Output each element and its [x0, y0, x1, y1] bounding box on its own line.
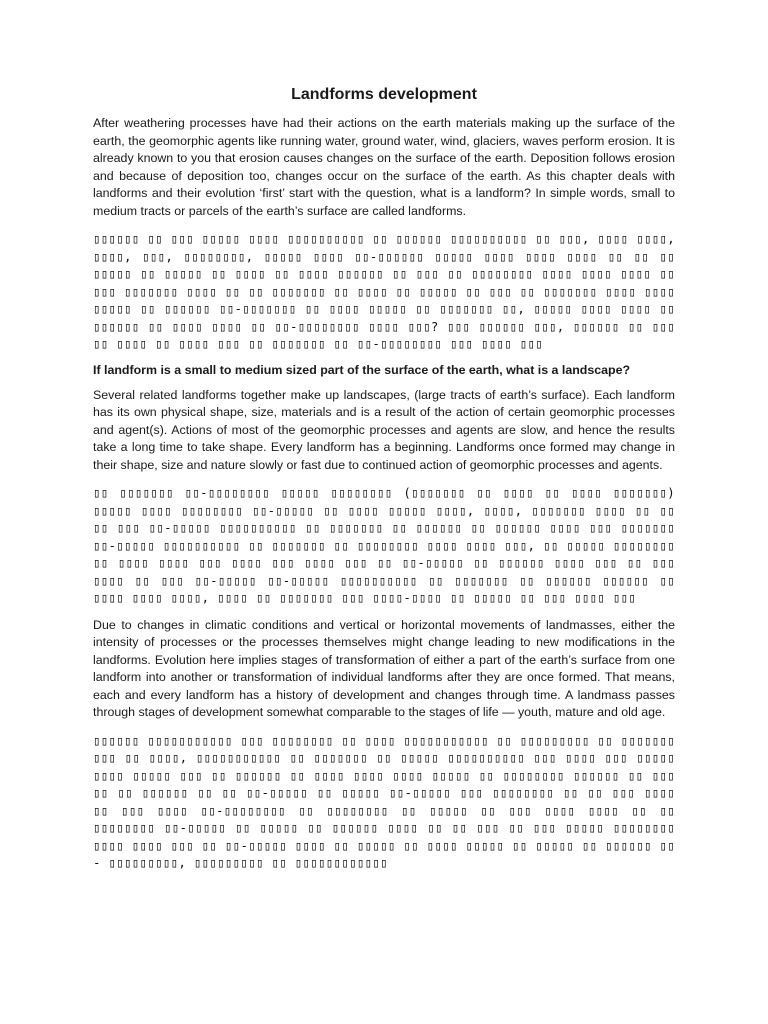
paragraph-english-1: After weathering processes have had their actions on the earth materials making up the surface of the earth, the geomorphic agents like running water, ground water, wind, glaciers, waves perform erosion. It is already known to you that erosion causes changes on the surface of the earth. Deposition follows erosion and because of deposition too, changes occur on the surface of the earth. As this chapter deals with landforms and their evolution ‘first’ start with the question, what is a landform? In simple words, small to medium tracts or parcels of the earth’s surface are called landforms. — [93, 116, 675, 218]
paragraph-english-3: Due to changes in climatic conditions and vertical or horizontal movements of landmasses, either the intensity of processes or the processes themselves might change leading to new modifications in the landforms. Evolution here implies stages of transformation of either a part of the earth’s surface from one landform into another or transformation of individual landforms after they are once formed. That means, each and every landform has a history of development and changes through time. A landmass passes through stages of development somewhat comparable to the stages of life — youth, mature and old age. — [93, 617, 675, 719]
paragraph-unrendered-1: ▯▯▯▯▯▯ ▯▯ ▯▯▯ ▯▯▯▯▯ ▯▯▯▯ ▯▯▯▯▯▯▯▯▯▯ ▯▯ ▯▯▯▯▯▯ ▯▯▯▯▯▯▯▯▯▯ ▯▯ ▯▯▯, ▯▯▯▯ ▯▯▯▯, ▯▯▯▯, ▯▯▯, ▯▯▯▯▯▯▯▯, ▯▯▯▯▯ ▯▯▯▯ ▯▯-▯▯▯▯▯▯ ▯▯▯▯▯ ▯▯▯▯ ▯▯▯▯ ▯▯▯▯ ▯▯ ▯▯ ▯▯ ▯▯▯▯▯ ▯▯ ▯▯▯▯▯ ▯▯ ▯▯▯▯ ▯▯ ▯▯▯▯ ▯▯▯▯▯▯ ▯▯ ▯▯▯ ▯▯ ▯▯▯▯▯▯▯▯ ▯▯▯▯ ▯▯▯▯ ▯▯▯▯ ▯▯ ▯▯▯ ▯▯▯▯▯▯▯ ▯▯▯▯ ▯▯ ▯▯ ▯▯▯▯▯▯▯ ▯▯ ▯▯▯▯ ▯▯ ▯▯▯▯▯ ▯▯ ▯▯▯ ▯▯ ▯▯▯▯▯▯▯ ▯▯▯▯ ▯▯▯▯ ▯▯▯▯▯ ▯▯ ▯▯▯▯▯▯ ▯▯-▯▯▯▯▯▯▯ ▯▯ ▯▯▯▯ ▯▯▯▯▯ ▯▯ ▯▯▯▯▯▯▯ ▯▯, ▯▯▯▯▯ ▯▯▯▯ ▯▯▯▯ ▯▯ ▯▯▯▯▯▯ ▯▯ ▯▯▯▯ ▯▯▯▯ ▯▯ ▯▯-▯▯▯▯▯▯▯▯ ▯▯▯▯ ▯▯▯? ▯▯▯ ▯▯▯▯▯▯ ▯▯▯, ▯▯▯▯▯▯ ▯▯ ▯▯▯ ▯▯ ▯▯▯▯ ▯▯ ▯▯▯▯ ▯▯▯ ▯▯ ▯▯▯▯▯▯▯ ▯▯ ▯▯-▯▯▯▯▯▯▯▯ ▯▯▯ ▯▯▯▯ ▯▯▯ — [93, 231, 675, 351]
paragraph-unrendered-3: ▯▯▯▯▯▯ ▯▯▯▯▯▯▯▯▯▯▯ ▯▯▯ ▯▯▯▯▯▯▯▯ ▯▯ ▯▯▯▯ ▯▯▯▯▯▯▯▯▯▯▯ ▯▯ ▯▯▯▯▯▯▯▯▯ ▯▯ ▯▯▯▯▯▯▯ ▯▯▯ ▯▯ ▯▯▯▯, ▯▯▯▯▯▯▯▯▯▯▯ ▯▯ ▯▯▯▯▯▯▯ ▯▯ ▯▯▯▯▯ ▯▯▯▯▯▯▯▯▯▯ ▯▯▯ ▯▯▯▯ ▯▯▯ ▯▯▯▯▯ ▯▯▯▯ ▯▯▯▯▯ ▯▯▯ ▯▯ ▯▯▯▯▯▯ ▯▯ ▯▯▯▯ ▯▯▯▯ ▯▯▯▯ ▯▯▯▯▯ ▯▯ ▯▯▯▯▯▯▯▯ ▯▯▯▯▯▯ ▯▯ ▯▯▯ ▯▯ ▯▯ ▯▯▯▯▯▯ ▯▯ ▯▯ ▯▯-▯▯▯▯▯ ▯▯ ▯▯▯▯▯ ▯▯-▯▯▯▯▯ ▯▯▯ ▯▯▯▯▯▯▯▯ ▯▯ ▯▯ ▯▯▯ ▯▯▯▯ ▯▯ ▯▯▯ ▯▯▯▯ ▯▯-▯▯▯▯▯▯▯▯ ▯▯ ▯▯▯▯▯▯▯▯ ▯▯ ▯▯▯▯▯ ▯▯ ▯▯▯ ▯▯▯▯ ▯▯▯▯ ▯▯ ▯▯ ▯▯▯▯▯▯▯▯ ▯▯-▯▯▯▯▯ ▯▯ ▯▯▯▯▯ ▯▯ ▯▯▯▯▯▯ ▯▯▯▯ ▯▯ ▯▯ ▯▯▯ ▯▯ ▯▯▯ ▯▯▯▯▯ ▯▯▯▯▯▯▯▯ ▯▯▯▯ ▯▯▯▯ ▯▯▯ ▯▯ ▯▯-▯▯▯▯▯ ▯▯▯▯ ▯▯ ▯▯▯▯▯ ▯▯ ▯▯▯▯ ▯▯▯▯▯ ▯▯ ▯▯▯▯▯ ▯▯ ▯▯▯▯▯▯ ▯▯ - ▯▯▯▯▯▯▯▯▯, ▯▯▯▯▯▯▯▯▯ ▯▯ ▯▯▯▯▯▯▯▯▯▯▯▯ — [93, 732, 675, 870]
page-title: Landforms development — [291, 86, 477, 103]
paragraph-unrendered-2: ▯▯ ▯▯▯▯▯▯▯ ▯▯-▯▯▯▯▯▯▯▯ ▯▯▯▯▯ ▯▯▯▯▯▯▯▯ (▯▯▯▯▯▯▯ ▯▯ ▯▯▯▯ ▯▯ ▯▯▯▯ ▯▯▯▯▯▯▯) ▯▯▯▯▯ ▯▯▯▯ ▯▯▯▯▯▯▯▯ ▯▯-▯▯▯▯▯ ▯▯ ▯▯▯▯ ▯▯▯▯▯ ▯▯▯▯, ▯▯▯▯, ▯▯▯▯▯▯▯ ▯▯▯▯ ▯▯ ▯▯ ▯▯ ▯▯▯ ▯▯-▯▯▯▯▯ ▯▯▯▯▯▯▯▯▯▯ ▯▯ ▯▯▯▯▯▯▯ ▯▯ ▯▯▯▯▯▯ ▯▯ ▯▯▯▯▯▯ ▯▯▯▯ ▯▯▯ ▯▯▯▯▯▯▯ ▯▯-▯▯▯▯▯ ▯▯▯▯▯▯▯▯▯▯ ▯▯ ▯▯▯▯▯▯▯ ▯▯ ▯▯▯▯▯▯▯▯ ▯▯▯▯ ▯▯▯▯ ▯▯▯, ▯▯ ▯▯▯▯▯ ▯▯▯▯▯▯▯▯ ▯▯ ▯▯▯▯ ▯▯▯▯ ▯▯▯ ▯▯▯▯ ▯▯▯ ▯▯▯▯ ▯▯▯ ▯▯ ▯▯-▯▯▯▯▯ ▯▯ ▯▯▯▯▯▯ ▯▯▯▯ ▯▯▯ ▯▯ ▯▯▯ ▯▯▯▯ ▯▯ ▯▯▯ ▯▯-▯▯▯▯▯ ▯▯-▯▯▯▯▯ ▯▯▯▯▯▯▯▯▯▯ ▯▯ ▯▯▯▯▯▯▯ ▯▯ ▯▯▯▯▯▯ ▯▯▯▯▯▯ ▯▯ ▯▯▯▯ ▯▯▯▯ ▯▯▯▯, ▯▯▯▯ ▯▯ ▯▯▯▯▯▯▯ ▯▯▯ ▯▯▯▯-▯▯▯▯ ▯▯ ▯▯▯▯▯ ▯▯ ▯▯▯ ▯▯▯▯ ▯▯▯ — [93, 485, 675, 605]
question-heading: If landform is a small to medium sized part of the surface of the earth, what is a landscape? — [93, 362, 631, 377]
paragraph-english-2: Several related landforms together make up landscapes, (large tracts of earth’s surface). Each landform has its own physical shape, size, materials and is a result of the action of certain geomorphic processes and agent(s). Actions of most of the geomorphic processes and agents are slow, and hence the results take a long time to take shape. Every landform has a beginning. Landforms once formed may change in their shape, size and nature slowly or fast due to continued action of geomorphic processes and agents. — [93, 387, 675, 472]
